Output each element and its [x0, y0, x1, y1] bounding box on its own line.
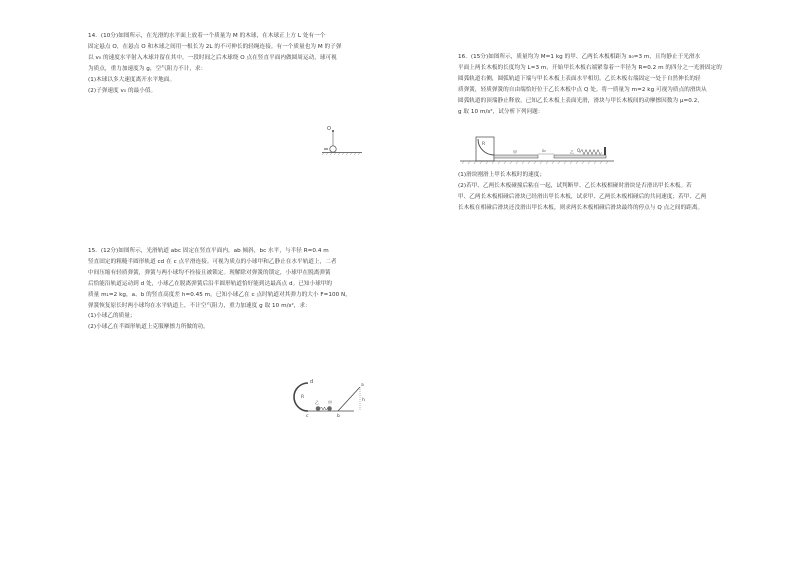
question-14	[88, 31, 388, 96]
question-15-figure	[290, 374, 376, 420]
question-14-line-1: 14．(10分)如图所示，在光滑的水平面上放着一个质量为 M 的木球，在木球正上方 L 处有一个	[88, 33, 326, 39]
figure-15-ball-yi	[316, 406, 321, 411]
question-16-part-2-cont-1: 甲、乙两长木板相碰后滑块已经滑出甲长木板，试求甲、乙两长木板相碰后的共同速度；若甲、乙两	[458, 193, 707, 200]
question-14-line-2: 固定悬点 O，在悬点 O 和木球之间用一根长为 2L 的不可伸长的轻绳连接。有一个质量也为 M 的子弹	[88, 43, 342, 50]
question-15-line-3: 中间压缩有轻质弹簧，弹簧与两小球均不拴接且被锁定。现解除对弹簧的锁定，小球甲在脱离弹簧	[88, 269, 331, 276]
question-15-line-4: 后恰能沿轨道运动到 d 处，小球乙在脱离弹簧后沿半圆形轨道恰好能到达最高点 d。已知小球甲的	[88, 280, 333, 287]
question-16-line-2: 平面上两长木板的长度均为 L=3 m，开始甲长木板右端紧靠着一半径为 R=0.2 m 的四分之一光滑固定的	[458, 64, 722, 71]
question-15-line-6: 弹簧恢复原长时两小球均在水平轨道上，不计空气阻力，重力加速度 g 取 10 m/s²，求：	[88, 302, 311, 309]
question-16-line-6: g 取 10 m/s²，试分析下列问题：	[458, 108, 544, 115]
figure-16-arc-block	[476, 137, 494, 161]
question-15-line-2: 竖直固定的粗糙半圆形轨道 cd 在 c 点平滑连接。可视为质点的小球甲和乙静止在水平轨道上，二者	[88, 258, 337, 265]
figure-16-R-label: R	[482, 142, 486, 147]
question-14-part-1: (1)木球以多大速度离开水平地面。	[88, 76, 176, 83]
question-16-parts	[458, 170, 768, 214]
question-15-part-2: (2)小球乙在半圆形轨道上克服摩擦力所做的功。	[88, 324, 209, 331]
question-15-line-5: 质量 m₁=2 kg，a、b 的竖直高度差 h=0.45 m，已知小球乙在 c 点时轨道对其弹力的大小 F=100 N，	[88, 291, 351, 298]
figure-16-quarter-arc	[478, 139, 494, 155]
question-16-part-1: (1)滑块刚滑上甲长木板时的速度；	[458, 172, 546, 178]
figure-16-Q-label: Q	[577, 148, 581, 153]
question-14-figure	[318, 124, 364, 158]
figure-15-c-label: c	[306, 414, 309, 419]
figure-16-spring-wall	[604, 147, 606, 155]
question-15-line-1: 15．(12分)如图所示，光滑轨道 abc 固定在竖直平面内，ab 倾斜，bc 水平，与半径 R=0.4 m	[88, 248, 329, 254]
figure-16-jia-label: 甲	[513, 149, 517, 155]
figure-14-ball	[330, 146, 336, 152]
question-15	[88, 246, 388, 333]
figure-15-incline	[338, 387, 360, 411]
figure-15-jia-label: 甲	[328, 400, 332, 405]
figure-16-board-jia	[494, 155, 538, 158]
question-16-part-2-cont-2: 长木板在相碰后滑块还没滑出甲长木板，则求两长木板相碰后滑块最终的停点与 Q 点之间的距离。	[458, 204, 704, 211]
question-16-line-3: 圆弧轨道右侧，圆弧轨道下端与甲长木板上表面水平相切。乙长木板右端固定一处于自然伸长的轻	[458, 75, 701, 82]
figure-15-d-label: d	[310, 379, 314, 385]
figure-15-ball-jia	[327, 406, 332, 411]
question-14-line-3: 以 v₀ 的速度水平射入木球并留在其中，一段时间之后木球绕 O 点在竖直平面内做圆周运动，球可视	[88, 54, 337, 61]
figure-16-board-yi	[554, 155, 606, 158]
figure-16-s0-label: s₀	[542, 148, 546, 153]
figure-15-h-label: h	[362, 398, 365, 403]
question-16-figure	[458, 133, 618, 167]
question-16-line-4: 质弹簧，轻质弹簧的自由端恰好位于乙长木板中点 Q 处。将一质量为 m=2 kg 可视为质点的滑块从	[458, 86, 707, 93]
question-14-part-2: (2)子弹速度 v₀ 的最小值。	[88, 87, 157, 94]
question-15-part-1: (1)小球乙的质量；	[88, 313, 136, 320]
figure-15-b-label: b	[337, 414, 340, 419]
figure-15-spring	[320, 407, 328, 410]
question-16-line-5: 圆弧轨道的顶端静止释放，已知乙长木板上表面光滑，滑块与甲长木板间的动摩擦因数为 μ=0.2，	[458, 97, 703, 104]
figure-16-ground-hatching	[462, 161, 608, 164]
figure-15-R-label: R	[301, 395, 305, 400]
figure-15-yi-label: 乙	[315, 400, 319, 405]
figure-14-ground-hatching	[322, 153, 360, 156]
question-16	[458, 52, 768, 117]
figure-15-a-label: a	[361, 383, 364, 388]
question-14-line-4: 为质点，重力加速度为 g，空气阻力不计，求：	[88, 65, 207, 72]
figure-16-yi-label: 乙	[570, 149, 574, 155]
question-16-part-2: (2)若甲、乙两长木板碰撞后粘在一起，试判断甲、乙长木板相碰时滑块是否滑出甲长木板。若	[458, 182, 692, 189]
figure-16-spring	[580, 150, 602, 155]
figure-14-pivot-label: O	[327, 126, 331, 132]
question-16-line-1: 16．(15分)如图所示，质量均为 M=1 kg 的甲、乙两长木板相距为 s₀=3 m，且均静止于光滑水	[458, 54, 701, 60]
